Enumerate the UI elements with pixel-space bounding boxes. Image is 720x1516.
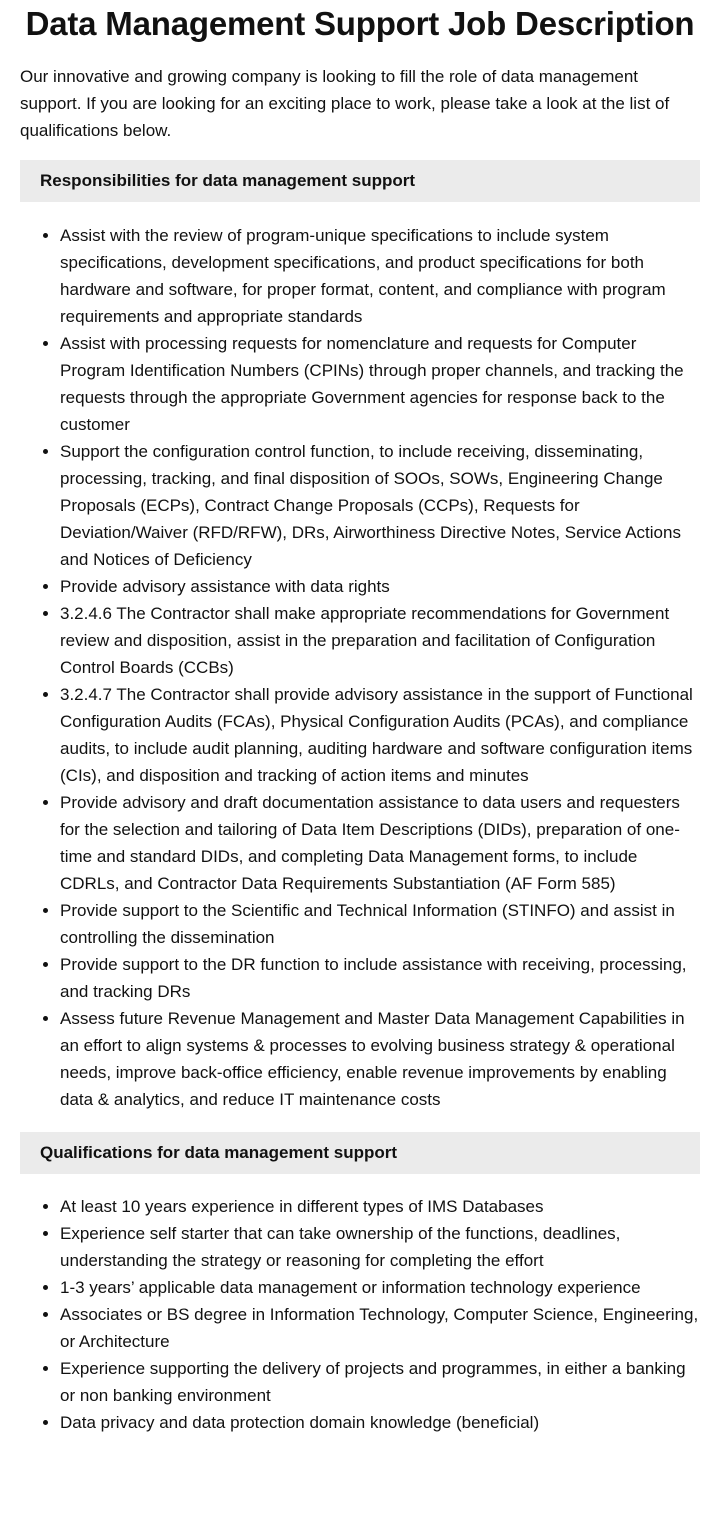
list-item: • 3.2.4.7 The Contractor shall provide advisory assistance in the support of Functional Configuration Audits (FCAs), Physical Configuration Audits (PCAs), and compliance audits, to include audit planning, auditing hardware and software configuration items (CIs), and disposition and tracking of action items and minutes	[60, 681, 700, 789]
list-item: • Provide support to the DR function to include assistance with receiving, processing, and tracking DRs	[60, 951, 700, 1005]
list-item: • Provide advisory assistance with data rights	[60, 573, 700, 600]
responsibilities-heading: Responsibilities for data management support	[20, 160, 700, 202]
page-title: Data Management Support Job Description	[25, 5, 695, 42]
list-item: • Assist with the review of program-unique specifications to include system specifications, development specifications, and product specifications for both hardware and software, for proper format, content, and compliance with program requirements and appropriate standards	[60, 222, 700, 330]
list-item: • 3.2.4.6 The Contractor shall make appropriate recommendations for Government review and disposition, assist in the preparation and facilitation of Configuration Control Boards (CCBs)	[60, 600, 700, 681]
list-item: • Provide advisory and draft documentation assistance to data users and requesters for the selection and tailoring of Data Item Descriptions (DIDs), preparation of one-time and standard DIDs, and completing Data Management forms, to include CDRLs, and Contractor Data Requirements Substantiation (AF Form 585)	[60, 789, 700, 897]
responsibilities-list	[20, 222, 700, 1113]
list-item: • Assess future Revenue Management and Master Data Management Capabilities in an effort to align systems & processes to evolving business strategy & operational needs, improve back-office efficiency, enable revenue improvements by enabling data & analytics, and reduce IT maintenance costs	[60, 1005, 700, 1113]
intro-paragraph: Our innovative and growing company is looking to fill the role of data management support. If you are looking for an exciting place to work, please take a look at the list of qualifications below.	[20, 67, 670, 140]
qualifications-list	[20, 1193, 700, 1436]
list-item: • Assist with processing requests for nomenclature and requests for Computer Program Identification Numbers (CPINs) through proper channels, and tracking the requests through the appropriate Government agencies for response back to the customer	[60, 330, 700, 438]
list-item: • At least 10 years experience in different types of IMS Databases	[60, 1193, 700, 1220]
list-item: • Experience supporting the delivery of projects and programmes, in either a banking or non banking environment	[60, 1355, 700, 1409]
list-item: • Provide support to the Scientific and Technical Information (STINFO) and assist in controlling the dissemination	[60, 897, 700, 951]
list-item: • Support the configuration control function, to include receiving, disseminating, processing, tracking, and final disposition of SOOs, SOWs, Engineering Change Proposals (ECPs), Contract Change Proposals (CCPs), Requests for Deviation/Waiver (RFD/RFW), DRs, Airworthiness Directive Notes, Service Actions and Notices of Deficiency	[60, 438, 700, 573]
qualifications-heading: Qualifications for data management support	[20, 1132, 700, 1174]
list-item: • Data privacy and data protection domain knowledge (beneficial)	[60, 1409, 700, 1436]
list-item: • Associates or BS degree in Information Technology, Computer Science, Engineering, or Architecture	[60, 1301, 700, 1355]
list-item: • Experience self starter that can take ownership of the functions, deadlines, understanding the strategy or reasoning for completing the effort	[60, 1220, 700, 1274]
list-item: • 1-3 years’ applicable data management or information technology experience	[60, 1274, 700, 1301]
